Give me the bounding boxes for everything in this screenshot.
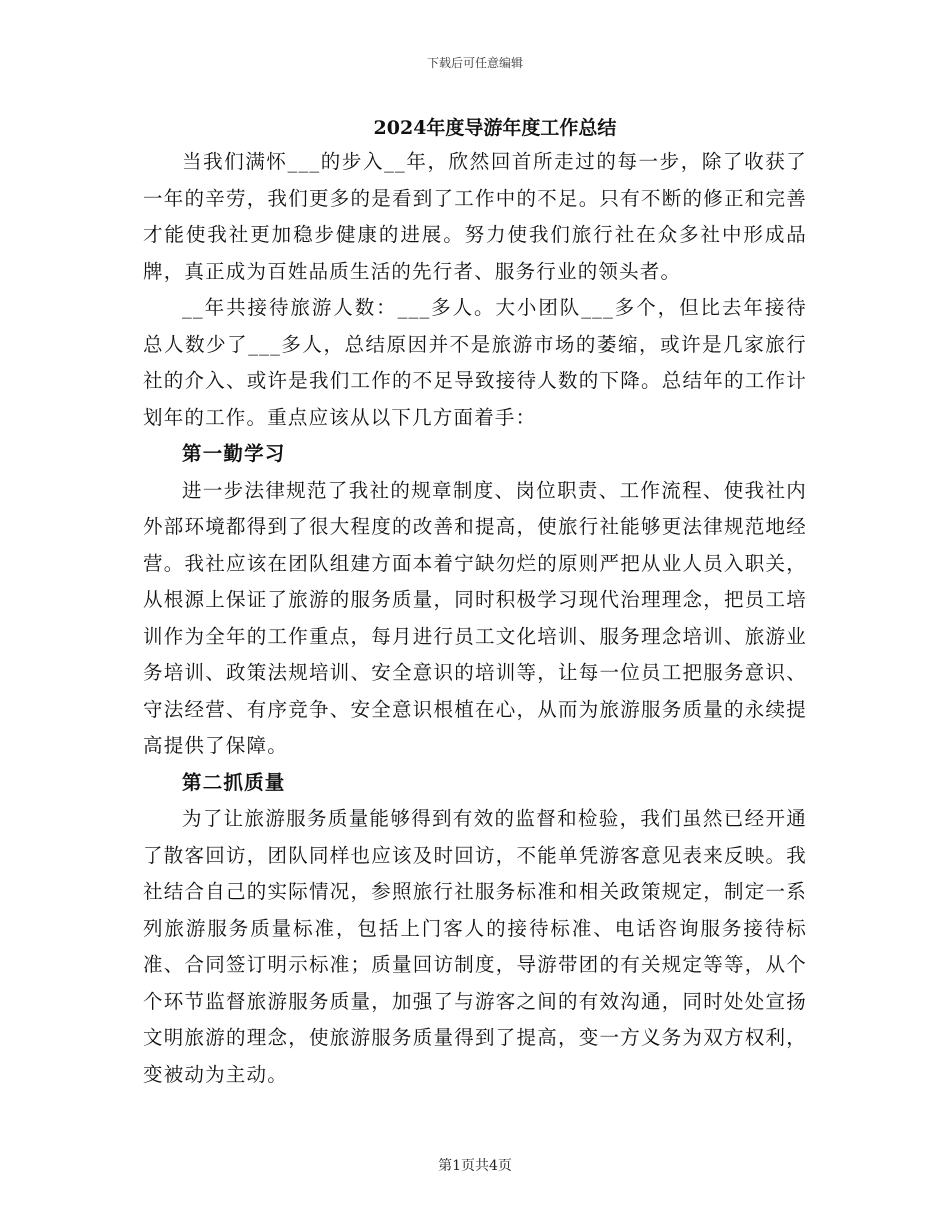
summary-paragraph: __年共接待旅游人数：___多人。大小团队___多个，但比去年接待总人数少了___多人，总结原因并不是旅游市场的萎缩，或许是几家旅行社的介入、或许是我们工作的不足导致接待人数的下降。总结年的工作计划年的工作。重点应该从以下几方面着手： (143, 296, 807, 429)
header-note: 下载后可任意编辑 (426, 56, 523, 70)
section-paragraph-study: 进一步法律规范了我社的规章制度、岗位职责、工作流程、使我社内外部环境都得到了很大程度的改善和提高，使旅行社能够更法律规范地经营。我社应该在团队组建方面本着宁缺勿烂的原则严把从业人员入职关，从根源上保证了旅游的服务质量，同时积极学习现代治理理念，把员工培训作为全年的工作重点，每月进行员工文化培训、服务理念培训、旅游业务培训、政策法规培训、安全意识的培训等，让每一位员工把服务意识、守法经营、有序竞争、安全意识根植在心，从而为旅游服务质量的永续提高提供了保障。 (143, 478, 807, 757)
page-number: 第1页共4页 (438, 1158, 512, 1174)
section-paragraph-quality: 为了让旅游服务质量能够得到有效的监督和检验，我们虽然已经开通了散客回访，团队同样也应该及时回访，不能单凭游客意见表来反映。我社结合自己的实际情况，参照旅行社服务标准和相关政策规定，制定一系列旅游服务质量标准，包括上门客人的接待标准、电话咨询服务接待标准、合同签订明示标准；质量回访制度，导游带团的有关规定等等，从个个环节监督旅游服务质量，加强了与游客之间的有效沟通，同时处处宣扬文明旅游的理念，使旅游服务质量得到了提高，变一方义务为双方权利，变被动为主动。 (143, 807, 807, 1086)
section-heading-quality: 第二抓质量 (182, 770, 286, 794)
section-heading-study: 第一勤学习 (182, 442, 286, 465)
document-body (143, 112, 807, 1093)
intro-paragraph: 当我们满怀___的步入__年，欣然回首所走过的每一步，除了收获了一年的辛劳，我们更多的是看到了工作中的不足。只有不断的修正和完善才能使我社更加稳步健康的进展。努力使我们旅行社在众多社中形成品牌，真正成为百姓品质生活的先行者、服务行业的领头者。 (143, 150, 807, 283)
document-title: 2024年度导游年度工作总结 (373, 117, 617, 139)
